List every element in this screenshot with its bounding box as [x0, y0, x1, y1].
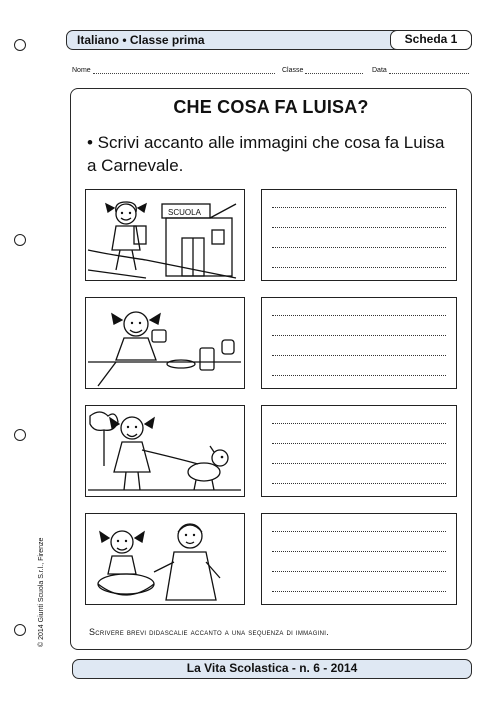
girl-cooking-illustration	[86, 514, 243, 603]
school-sign-text: SCUOLA	[168, 208, 201, 217]
girl-breakfast-illustration	[86, 298, 243, 387]
answer-box-1[interactable]	[261, 189, 457, 281]
answer-box-2[interactable]	[261, 297, 457, 389]
girl-school-illustration	[86, 190, 243, 279]
answer-box-4[interactable]	[261, 513, 457, 605]
name-label: Nome	[72, 67, 91, 74]
binder-hole	[14, 234, 26, 246]
binder-hole	[14, 429, 26, 441]
header-title: Italiano • Classe prima	[77, 33, 205, 47]
date-line	[389, 66, 469, 74]
answer-box-3[interactable]	[261, 405, 457, 497]
class-label: Classe	[282, 67, 304, 74]
class-line	[305, 66, 363, 74]
picture-cooking	[85, 513, 245, 605]
date-field[interactable]	[372, 66, 469, 74]
class-field[interactable]	[282, 66, 363, 74]
caption-text: Scrivere brevi didascalie accanto a una sequenza di immagini.	[89, 627, 330, 637]
student-fields	[72, 66, 472, 80]
picture-walking-dog	[85, 405, 245, 497]
date-label: Data	[372, 67, 387, 74]
girl-dog-illustration	[86, 406, 243, 495]
footer-bar: La Vita Scolastica - n. 6 - 2014	[72, 659, 472, 679]
picture-breakfast	[85, 297, 245, 389]
binder-hole	[14, 624, 26, 636]
picture-going-to-school	[85, 189, 245, 281]
worksheet-card	[70, 88, 472, 650]
sheet-tab: Scheda 1	[390, 30, 472, 50]
instruction-text: • Scrivi accanto alle immagini che cosa fa Luisa a Carnevale.	[87, 133, 445, 175]
binder-hole	[14, 39, 26, 51]
header-bar	[66, 30, 472, 50]
copyright-text: © 2014 Giunti Scuola S.r.l., Firenze	[38, 537, 45, 647]
worksheet-title: CHE COSA FA LUISA?	[173, 97, 369, 117]
name-field[interactable]	[72, 66, 275, 74]
name-line	[93, 66, 275, 74]
